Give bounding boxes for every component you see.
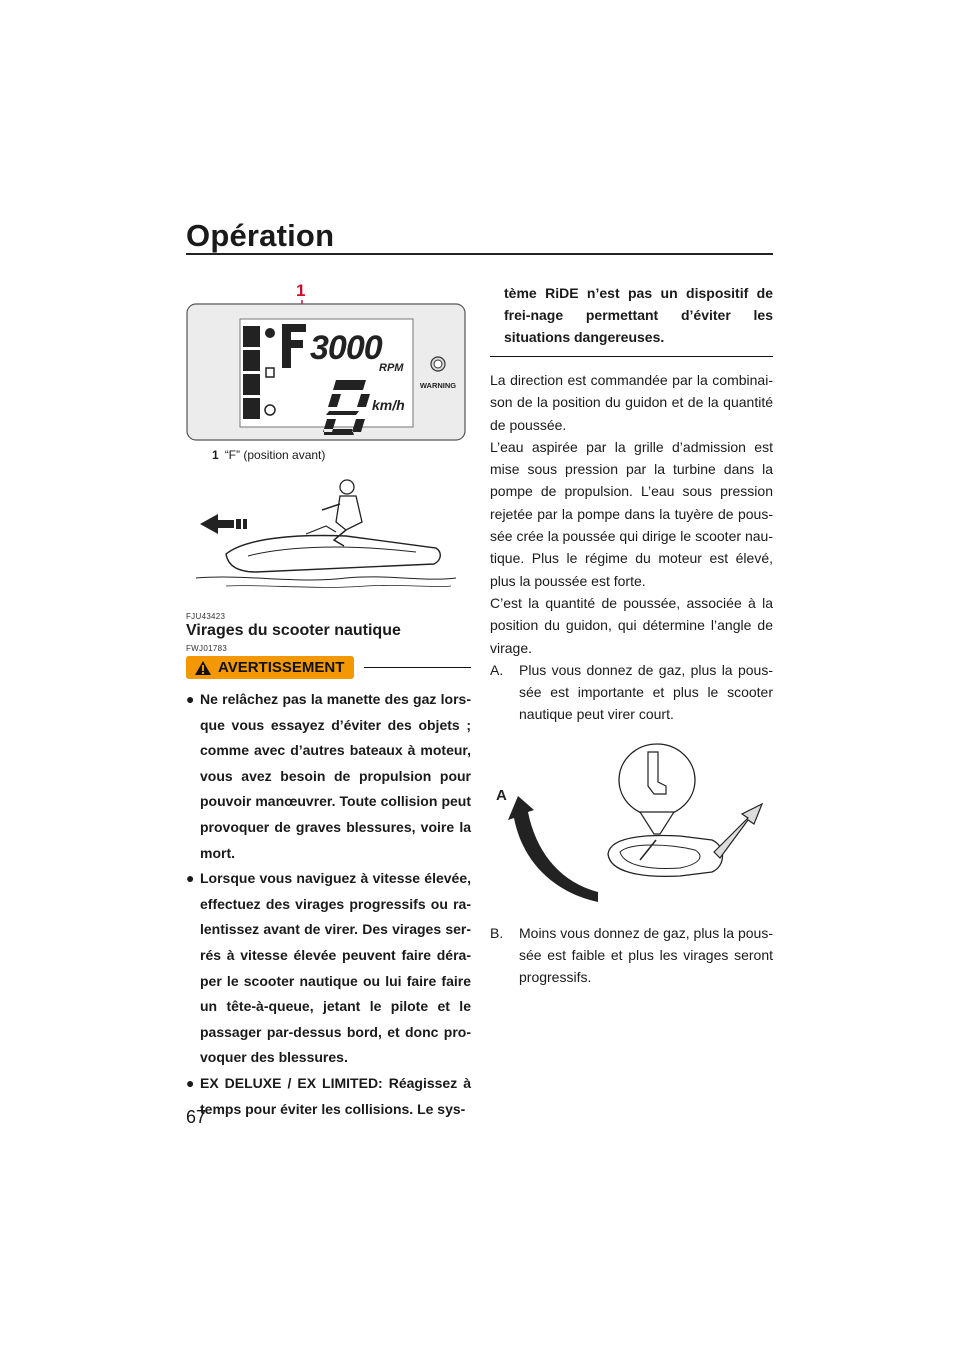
- body-paragraph: L’eau aspirée par la grille d’admission est mise sous pression par la turbine dans la pompe de propulsion. L’eau sous pression rejetée par la pompe dans la tuyère de pous-sée crée la poussée qui dirige le scooter nau-tique. Plus le régime du moteur est élevé, plus la poussée est forte.: [490, 438, 773, 589]
- caption-text: “F” (position avant): [224, 448, 326, 462]
- watercraft-figure: [186, 474, 471, 606]
- figure-caption: [212, 448, 471, 462]
- water-line: [196, 577, 456, 580]
- warning-continuation: tème RiDE n’est pas un dispositif de frei-nage permettant d’éviter les situations dangereuses.: [504, 285, 773, 345]
- warning-end-rule: [490, 356, 773, 357]
- turning-figure: [490, 742, 773, 912]
- figure-label-a: A: [496, 786, 507, 804]
- speed-unit-label: km/h: [372, 397, 405, 413]
- warning-badge: [186, 656, 354, 679]
- page-title: Opération: [186, 218, 335, 253]
- warning-code: FWJ01783: [186, 644, 228, 653]
- page-number: 67: [186, 1107, 207, 1127]
- warning-rule: [364, 667, 471, 668]
- forward-arrow-icon: [200, 514, 234, 534]
- section-title: Virages du scooter nautique: [186, 622, 401, 639]
- indicator-dot-icon: [265, 328, 275, 338]
- turning-illustration: [490, 742, 773, 912]
- body-paragraph: La direction est commandée par la combinai-son de la position du guidon et de la quantité de poussée.: [490, 372, 773, 433]
- rpm-readout: 3000: [310, 329, 382, 367]
- fuel-bar-segment: [243, 350, 260, 371]
- watercraft-top-view: [608, 835, 723, 876]
- list-item: ● Ne relâchez pas la manette des gaz lors-que vous essayez d’éviter des objets ; comme avec d’autres bateaux à moteur, vous avez besoin de propulsion pour pouvoir manœuvrer. Toute collision peut provoquer de graves blessures, voire la mort.: [186, 691, 471, 861]
- warning-lamp-label: WARNING: [419, 381, 457, 390]
- list-item-a: A. Plus vous donnez de gaz, plus la pous-sée est importante et plus le scooter nautique peut virer court.: [490, 661, 773, 723]
- list-item-b: B. Moins vous donnez de gaz, plus la pous-sée est faible et plus les virages seront progressifs.: [490, 924, 773, 986]
- fuel-bar-segment: [243, 398, 260, 419]
- thrust-arrow-icon: [714, 804, 762, 858]
- callout-number: 1: [296, 282, 306, 300]
- watercraft-illustration: [186, 474, 471, 606]
- rpm-unit-label: RPM: [379, 362, 404, 374]
- body-paragraph: C’est la quantité de poussée, associée à la position du guidon, qui détermine l’angle de virage.: [490, 594, 773, 656]
- instrument-display-illustration: [186, 282, 471, 442]
- section-code: FJU43423: [186, 612, 226, 621]
- fuel-bar-segment: [243, 374, 260, 395]
- warning-header: [186, 656, 471, 679]
- left-column: [186, 282, 471, 1122]
- instrument-display-figure: [186, 282, 471, 442]
- warning-triangle-icon: [194, 660, 212, 676]
- list-item: ● Lorsque vous naviguez à vitesse élevée, effectuez des virages progressifs ou ra-lentissez avant de virer. Des virages ser-rés à vitesse élevée peuvent faire déra-per le scooter nautique ou lui faire faire un tête-à-queue, jetant le pilote et le passager par-dessus bord, et donc pro-voquer des blessures.: [186, 870, 471, 1066]
- right-column: [490, 282, 773, 989]
- warning-label: AVERTISSEMENT: [218, 659, 345, 676]
- list-item: ● EX DELUXE / EX LIMITED: Réagissez à temps pour éviter les collisions. Le sys-: [186, 1074, 471, 1117]
- rider-body: [336, 496, 362, 530]
- fuel-bar-segment: [243, 326, 260, 347]
- turn-arrow-icon: [508, 796, 598, 902]
- header-rule: [186, 253, 773, 255]
- caption-number: 1: [212, 448, 219, 462]
- warning-bullets: [186, 687, 471, 1122]
- rider-helmet: [340, 480, 354, 494]
